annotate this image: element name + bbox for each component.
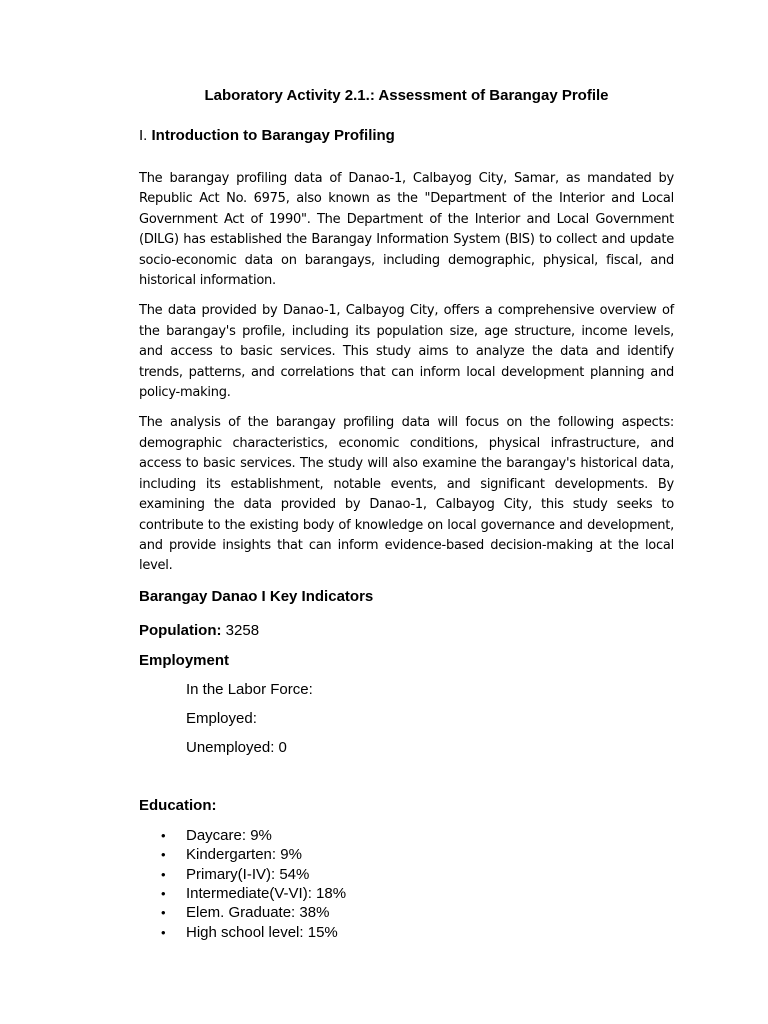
list-item: • Daycare: 9% [161,826,272,844]
intro-paragraph-3: The analysis of the barangay profiling data will focus on the following aspects: demographic characteristics, economic conditions, physical infrastructure, and access to basic services. The study will also examine the barangay's historical data, including its establishment, notable events, and significant developments. By examining the data provided by Danao-1, Calbayog City, this study seeks to contribute to the existing body of knowledge on local governance and development, and provide insights that can inform evidence-based decision-making at the local level. [139,415,674,574]
list-item: • Intermediate(V-VI): 18% [161,884,347,902]
list-item: • High school level: 15% [161,923,338,941]
population-value: 3258 [225,621,260,639]
bullet-icon: • [161,905,166,921]
unemployed-line: Unemployed: 0 [186,738,287,756]
population-label: Population: [139,621,222,639]
section-title: Introduction to Barangay Profiling [151,127,395,144]
intro-paragraph-1: The barangay profiling data of Danao-1, Calbayog City, Samar, as mandated by Republic Act No. 6975, also known as the "Department of the Interior and Local Government Act of 1990". The Department of the Interior and Local Government (DILG) has established the Barangay Information System (BIS) to collect and update socio-economic data on barangays, including demographic, physical, fiscal, and historical information. [139,171,674,289]
section-heading [139,125,674,147]
list-item: • Kindergarten: 9% [161,846,302,864]
employment-heading: Employment [139,651,230,669]
document-page [139,84,674,942]
intro-paragraph-2: The data provided by Danao-1, Calbayog City, offers a comprehensive overview of the barangay's profile, including its population size, age structure, income levels, and access to basic services. This study aims to analyze the data and identify trends, patterns, and correlations that can inform local development planning and policy-making. [139,303,674,401]
bullet-icon: • [161,866,166,882]
employed-line: Employed: [186,709,257,727]
list-item: • Primary(I-IV): 54% [161,865,310,883]
bullet-icon: • [161,885,166,901]
bullet-icon: • [161,827,166,843]
education-heading: Education: [139,796,217,814]
section-number: I. [139,127,148,144]
bullet-icon: • [161,847,166,863]
document-title: Laboratory Activity 2.1.: Assessment of Barangay Profile [204,87,609,104]
list-item: • Elem. Graduate: 38% [161,904,330,922]
bullet-icon: • [161,924,166,940]
key-indicators-heading: Barangay Danao I Key Indicators [139,587,374,605]
population-line [139,620,674,642]
labor-force-line: In the Labor Force: [186,680,313,698]
education-list [139,826,674,942]
